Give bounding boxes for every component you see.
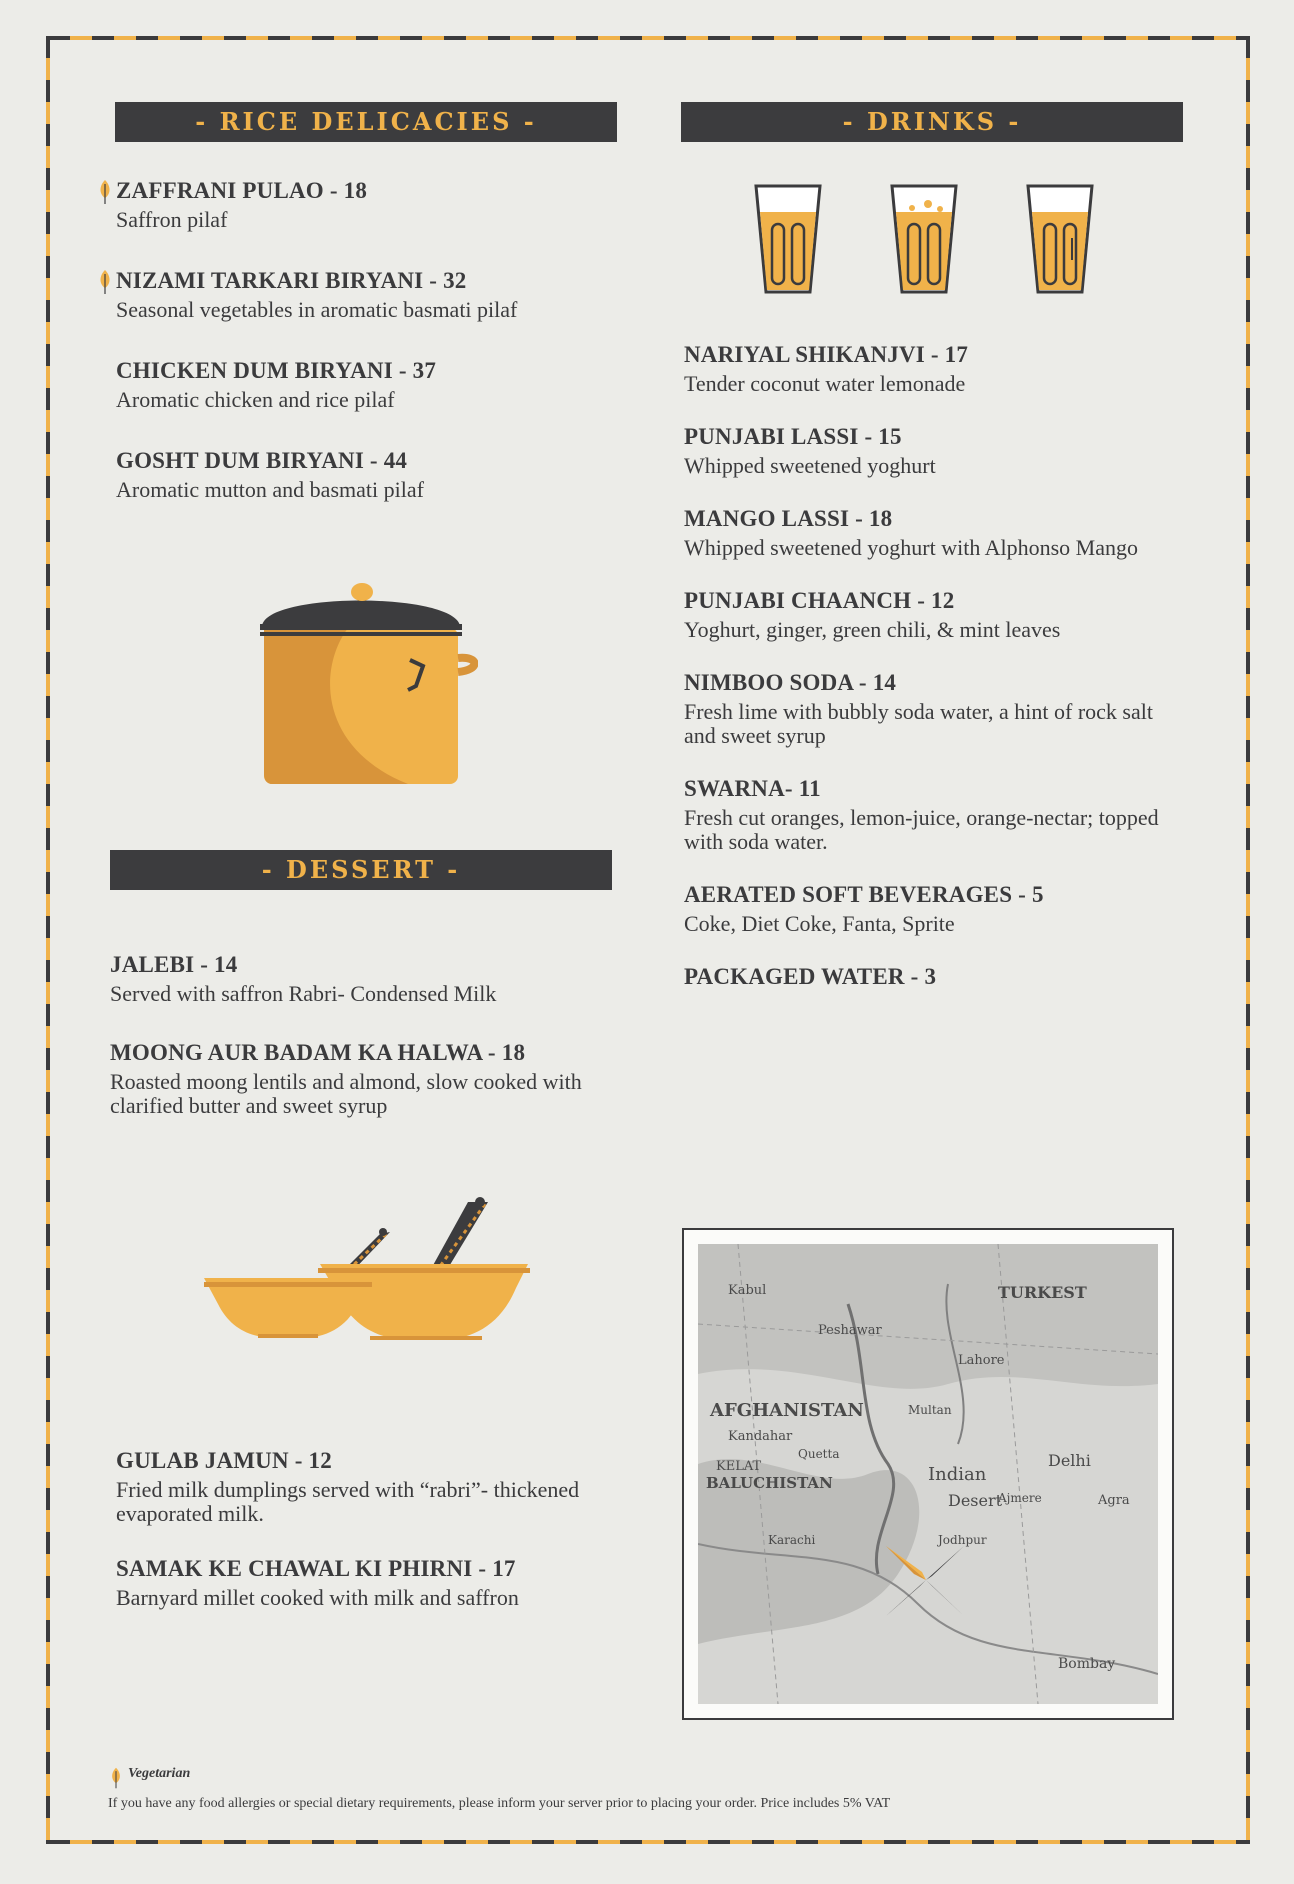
map-label: Delhi [1048,1451,1091,1470]
item-name: MOONG AUR BADAM KA HALWA - 18 [110,1040,526,1065]
map-label: Indian [928,1464,987,1485]
item-name: SAMAK KE CHAWAL KI PHIRNI - 17 [116,1556,516,1581]
menu-item [110,952,630,1006]
leaf-icon [98,178,112,206]
item-name: PACKAGED WATER - 3 [684,964,937,989]
dessert-section-header: - DESSERT - [110,850,612,890]
item-description: Whipped sweetened yoghurt [684,453,936,478]
item-description: Tender coconut water lemonade [684,371,966,396]
glass-icon [1024,182,1096,296]
cooking-pot-icon [258,578,478,788]
frame-bottom [48,1840,1248,1844]
item-description: Saffron pilaf [116,207,228,232]
menu-item [116,1448,656,1526]
item-description: Yoghurt, ginger, green chili, & mint leaves [684,617,1061,642]
menu-item [116,178,636,232]
item-name: GULAB JAMUN - 12 [116,1448,332,1473]
item-description: Fried milk dumplings served with “rabri”- thickened evaporated milk. [116,1477,580,1526]
menu-item [684,506,1184,560]
allergy-note: If you have any food allergies or special dietary requirements, please inform your server prior to placing your order. Price includes 5% VAT [108,1796,891,1811]
map-label: Kabul [728,1283,767,1298]
map-label: BALUCHISTAN [706,1474,833,1492]
drinks-section-header: - DRINKS - [681,102,1183,142]
item-name: NARIYAL SHIKANJVI - 17 [684,342,969,367]
item-name: MANGO LASSI - 18 [684,506,893,531]
item-description: Fresh lime with bubbly soda water, a hint of rock salt and sweet syrup [684,699,1153,748]
menu-item [684,342,1184,396]
map-label: AFGHANISTAN [710,1400,864,1421]
frame-top [48,36,1248,40]
menu-item [684,670,1184,748]
drinks-list [684,342,1184,1020]
item-name: PUNJABI CHAANCH - 12 [684,588,955,613]
glass-icon [752,182,824,296]
leaf-icon [110,1766,122,1790]
map-image-frame [682,1228,1174,1720]
menu-item [684,964,1184,990]
map-label: Multan [908,1403,952,1417]
map-label: Lahore [958,1353,1005,1368]
item-description: Whipped sweetened yoghurt with Alphonso Mango [684,535,1138,560]
map-label: Ajmere [998,1491,1042,1505]
frame-right [1246,36,1250,1844]
rice-list [116,178,636,532]
map-label: Quetta [798,1447,840,1461]
glass-icon [888,182,960,296]
item-name: AERATED SOFT BEVERAGES - 5 [684,882,1044,907]
item-name: ZAFFRANI PULAO - 18 [116,178,368,203]
menu-item [684,424,1184,478]
map-label: Jodhpur [938,1533,987,1547]
map-label: Desert [948,1491,1003,1510]
map-label: Karachi [768,1533,816,1547]
item-name: PUNJABI LASSI - 15 [684,424,902,449]
menu-item [110,1040,630,1118]
rice-section-header: - RICE DELICACIES - [115,102,617,142]
item-name: JALEBI - 14 [110,952,238,977]
item-description: Aromatic mutton and basmati pilaf [116,477,424,502]
bowls-icon [200,1192,560,1348]
item-description: Seasonal vegetables in aromatic basmati pilaf [116,297,518,322]
item-description: Roasted moong lentils and almond, slow cooked with clarified butter and sweet syrup [110,1069,582,1118]
vegetarian-legend: Vegetarian [128,1766,191,1781]
menu-item [116,1556,656,1610]
item-description: Barnyard millet cooked with milk and saffron [116,1585,519,1610]
map-label: Kandahar [728,1429,793,1444]
item-description: Coke, Diet Coke, Fanta, Sprite [684,911,955,936]
map-image [698,1244,1158,1704]
map-label: KELAT [716,1459,762,1474]
map-label: Bombay [1058,1656,1116,1672]
menu-item [684,882,1184,936]
item-name: CHICKEN DUM BIRYANI - 37 [116,358,437,383]
item-name: NIMBOO SODA - 14 [684,670,897,695]
map-label: TURKEST [998,1283,1087,1302]
dessert-list-lower [116,1448,656,1640]
item-name: NIZAMI TARKARI BIRYANI - 32 [116,268,467,293]
map-label: Peshawar [818,1323,882,1338]
item-description: Aromatic chicken and rice pilaf [116,387,395,412]
menu-item [116,268,636,322]
menu-item [116,358,636,412]
dessert-list-upper [110,952,630,1148]
leaf-icon [98,268,112,296]
item-name: GOSHT DUM BIRYANI - 44 [116,448,408,473]
menu-item [116,448,636,502]
item-description: Served with saffron Rabri- Condensed Milk [110,981,497,1006]
map-illustration [698,1244,1158,1704]
item-name: SWARNA- 11 [684,776,821,801]
item-description: Fresh cut oranges, lemon-juice, orange-nectar; topped with soda water. [684,805,1159,854]
map-label: Agra [1098,1493,1130,1508]
menu-item [684,776,1184,854]
frame-left [46,36,50,1844]
menu-item [684,588,1184,642]
